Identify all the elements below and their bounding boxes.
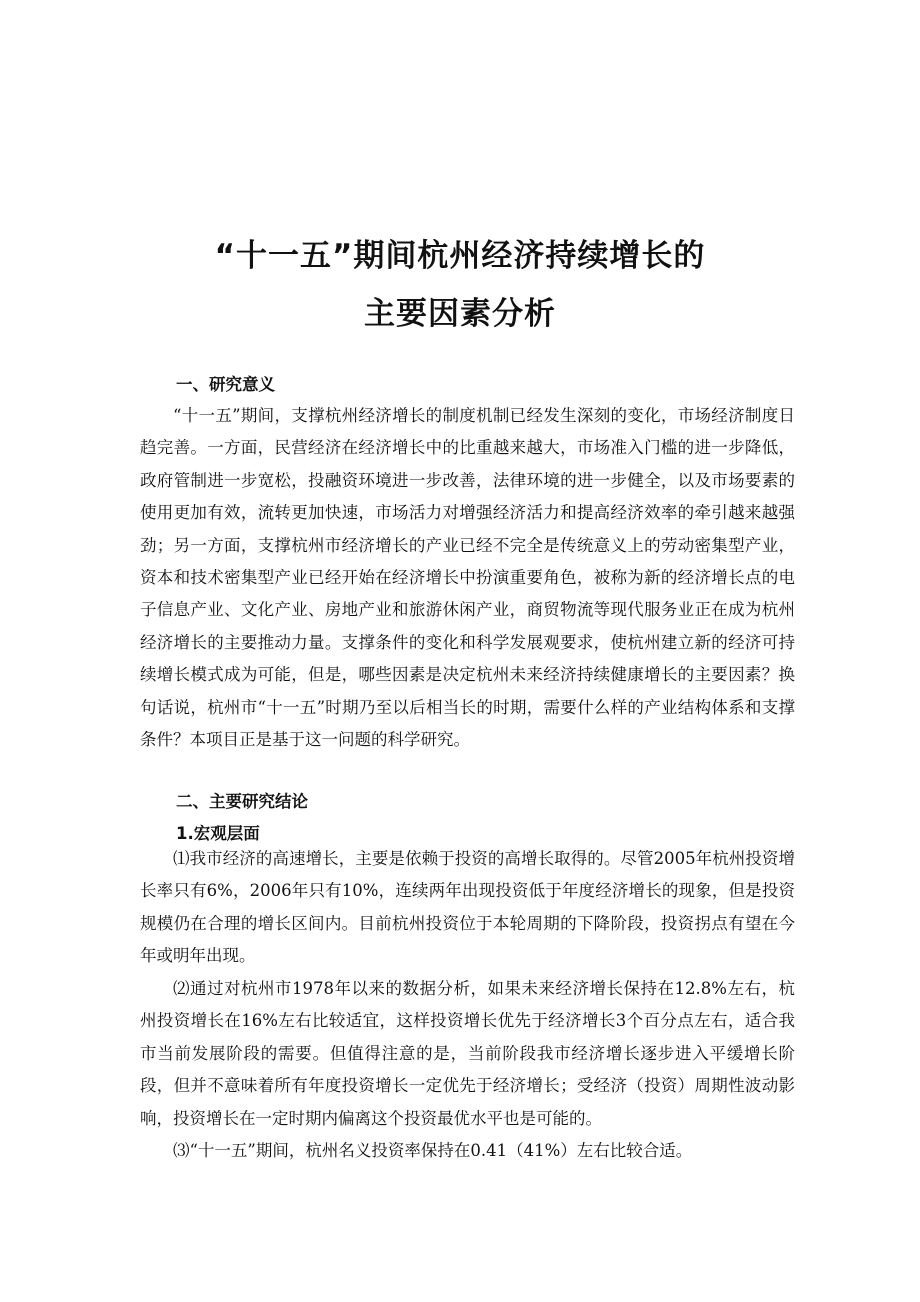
section-2-subheading: 1.宏观层面: [176, 824, 260, 843]
document-title-line-1: “十一五”期间杭州经济持续增长的: [214, 238, 706, 274]
section-1-heading: 一、研究意义: [176, 375, 275, 394]
document-title-line-2: 主要因素分析: [364, 296, 556, 332]
section-2-heading: 二、主要研究结论: [176, 792, 308, 811]
conclusion-paragraph-3: ⑶“十一五”期间，杭州名义投资率保持在0.41（41%）左右比较合适。: [173, 1141, 693, 1160]
conclusion-paragraph-1: ⑴我市经济的高速增长，主要是依赖于投资的高增长取得的。尽管2005年杭州投资增长率只有6%，2006年只有10%，连续两年出现投资低于年度经济增长的现象，但是投资规模仍在合理的增长区间内。目前杭州投资位于本轮周期的下降阶段，投资拐点有望在今年或明年出现。: [140, 849, 795, 966]
section-1-paragraph: “十一五”期间，支撑杭州经济增长的制度机制已经发生深刻的变化，市场经济制度日趋完善。一方面，民营经济在经济增长中的比重越来越大，市场准入门槛的进一步降低，政府管制进一步宽松，投融资环境进一步改善，法律环境的进一步健全，以及市场要素的使用更加有效，流转更加快速，市场活力对增强经济活力和提高经济效率的牵引越来越强劲；另一方面，支撑杭州市经济增长的产业已经不完全是传统意义上的劳动密集型产业，资本和技术密集型产业已经开始在经济增长中扮演重要角色，被称为新的经济增长点的电子信息产业、文化产业、房地产业和旅游休闲产业，商贸物流等现代服务业正在成为杭州经济增长的主要推动力量。支撑条件的变化和科学发展观要求，使杭州建立新的经济可持续增长模式成为可能，但是，哪些因素是决定杭州未来经济持续健康增长的主要因素？换句话说，杭州市“十一五”时期乃至以后相当长的时期，需要什么样的产业结构体系和支撑条件？本项目正是基于这一问题的科学研究。: [140, 406, 795, 750]
conclusion-paragraph-2: ⑵通过对杭州市1978年以来的数据分析，如果未来经济增长保持在12.8%左右，杭州投资增长在16%左右比较适宜，这样投资增长优先于经济增长3个百分点左右，适合我市当前发展阶段的需要。但值得注意的是，当前阶段我市经济增长逐步进入平缓增长阶段，但并不意味着所有年度投资增长一定优先于经济增长；受经济（投资）周期性波动影响，投资增长在一定时期内偏离这个投资最优水平也是可能的。: [140, 979, 795, 1128]
